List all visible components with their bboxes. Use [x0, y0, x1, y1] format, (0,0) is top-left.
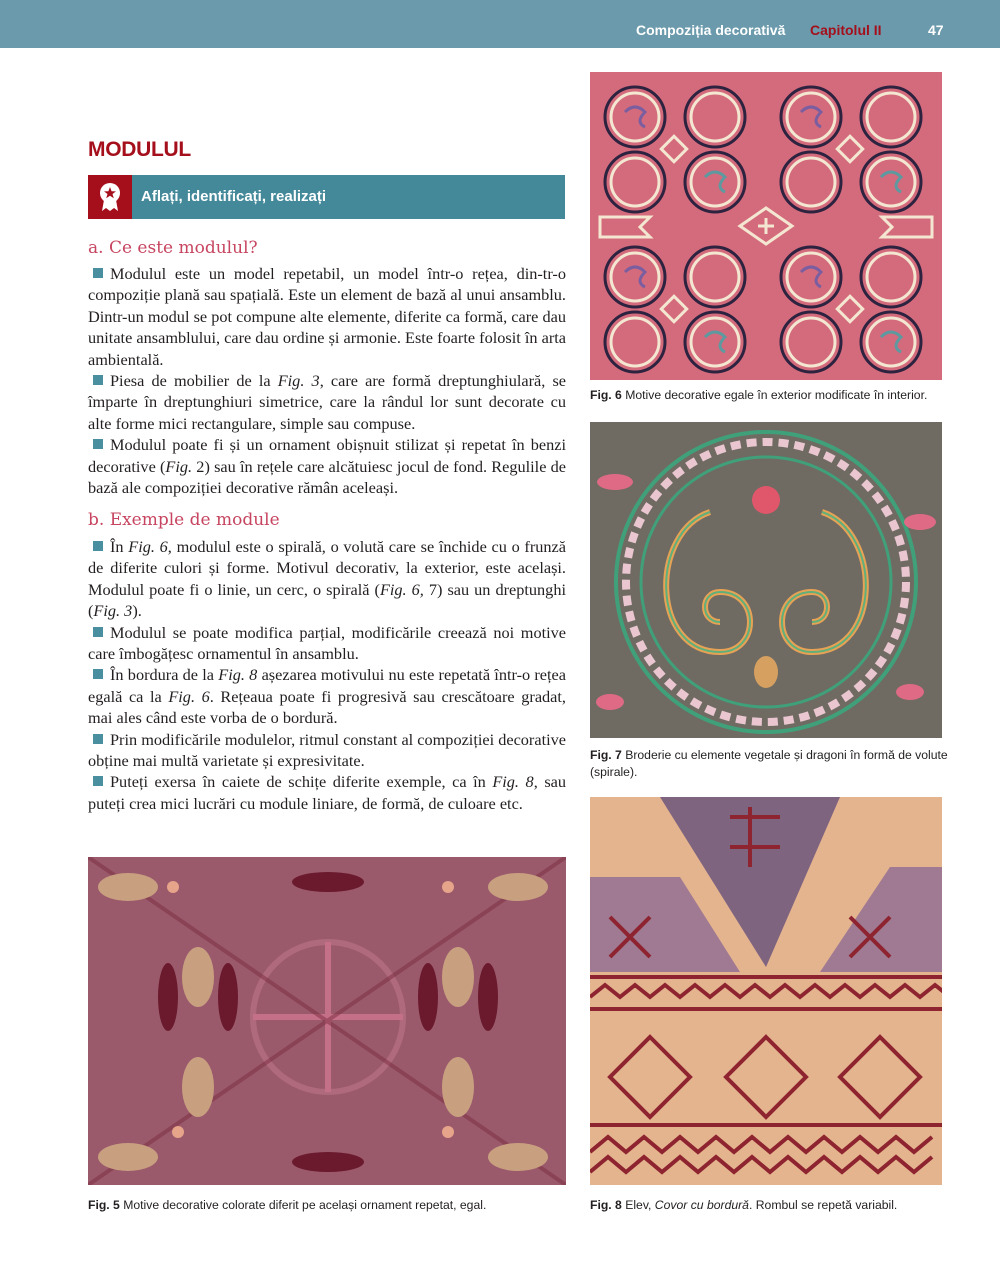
paragraph-text: ). [132, 601, 142, 621]
figure-6-image [590, 72, 942, 380]
paragraph [88, 536, 566, 622]
bullet-square-icon [93, 669, 103, 679]
paragraph-text: . Rețeaua poate fi progresivă sau crescătoare gradat, mai ales când este vorba de o bordură. [88, 686, 567, 728]
figure-6-caption [590, 387, 950, 404]
paragraph-text: Modulul poate fi și un ornament obișnuit stilizat și repetat în benzi decorative ( [88, 435, 566, 476]
figure-8-image [590, 797, 942, 1185]
section-a-heading: a. Ce este modulul? [88, 238, 258, 258]
paragraph-text: Modulul este un model repetabil, un model într-o rețea, din-tr-o compoziție plană sau spațială. Este un element de bază al unui ansamblu. Dintr-un modul se pot compune alte elemente, diferite ca formă, care dau unitate ansamblului, care dau ordine și armonie. Este foarte folosit în arta ambientală. [88, 264, 566, 369]
paragraph-text: Puteți exersa în caiete de schițe diferite exemple, ca în [110, 772, 493, 792]
figure-7-caption [590, 747, 950, 781]
paragraph-text: , care are formă dreptunghiulară, se împarte în dreptunghiuri simetrice, care la rândul lor sunt decorate cu alte forme mici rectangulare, simple sau compuse. [88, 371, 567, 433]
paragraph-text: În bordura de la [110, 665, 219, 685]
figure-label: Fig. 7 [590, 748, 622, 762]
paragraph-text: Prin modificările modulelor, ritmul constant al compoziției decorative obține mai multă varietate și expresivitate. [88, 729, 566, 771]
figure-5-caption [88, 1197, 566, 1214]
caption-text: Motive decorative egale în exterior modificate în interior. [621, 388, 928, 402]
paragraph [88, 622, 566, 665]
paragraph [88, 434, 566, 498]
figure-reference: Fig. 8 [492, 772, 534, 792]
bullet-square-icon [93, 439, 103, 449]
paragraph [88, 664, 566, 728]
bullet-square-icon [93, 268, 103, 278]
caption-text: . Rombul se repetă variabil. [748, 1198, 898, 1212]
page-title: MODULUL [88, 138, 191, 161]
paragraph-text: Modulul se poate modifica parțial, modificările creează noi motive care îmbogățesc ornamentul în ansamblu. [88, 622, 566, 664]
bullet-square-icon [93, 776, 103, 786]
figure-label: Fig. 6 [590, 388, 622, 402]
figure-label: Fig. 5 [88, 1198, 120, 1212]
caption-text: Elev, [621, 1198, 655, 1212]
paragraph [88, 729, 566, 772]
section-b-heading: b. Exemple de module [88, 510, 280, 530]
bullet-square-icon [93, 734, 103, 744]
section-b-body [88, 536, 566, 814]
paragraph-text: așezarea motivului nu este repetată într-o rețea egală ca la [88, 665, 567, 706]
page-header [0, 0, 1000, 48]
figure-reference: Fig. 8 [218, 665, 258, 685]
caption-text: Motive decorative colorate diferit pe același ornament repetat, egal. [119, 1198, 487, 1212]
figure-label: Fig. 8 [590, 1198, 622, 1212]
award-ribbon-icon [88, 175, 132, 219]
artwork-title: Covor cu bordură [654, 1198, 749, 1212]
paragraph-text: 7) sau un dreptunghi ( [88, 579, 566, 621]
section-title: Compoziția decorativă [636, 22, 786, 38]
section-a-body [88, 263, 566, 498]
paragraph-text: Piesa de mobilier de la [110, 371, 278, 391]
chapter-label: Capitolul II [810, 22, 882, 38]
figure-reference: Fig. 6, [379, 579, 424, 599]
paragraph [88, 771, 566, 814]
paragraph-text: , sau puteți crea mici lucrări cu module liniare, de formă, de culoare etc. [88, 772, 567, 813]
paragraph-text: , modulul este o spirală, o volută care se închide cu o frunză de diferite culori și forme. Motivul decorativ, la exterior, este același. Modulul poate fi o linie, un cerc, o spirală ( [88, 537, 566, 599]
figure-reference: Fig. 3 [93, 601, 133, 621]
banner-label: Aflați, identificați, realizați [141, 188, 327, 205]
activity-banner [88, 175, 565, 219]
paragraph [88, 370, 566, 434]
paragraph-text: 2) sau în rețele care alcătuiesc jocul de fond. Regulile de bază ale compoziției decorative rămân aceleași. [88, 456, 566, 498]
figure-reference: Fig. [165, 456, 193, 476]
figure-8-caption [590, 1197, 950, 1214]
caption-text: Broderie cu elemente vegetale și dragoni în formă de volute (spirale). [590, 748, 948, 779]
figure-reference: Fig. 6 [128, 537, 168, 556]
figure-5-image [88, 857, 566, 1185]
paragraph-text: În [110, 537, 129, 556]
bullet-square-icon [93, 627, 103, 637]
paragraph [88, 263, 566, 370]
figure-7-image [590, 422, 942, 738]
bullet-square-icon [93, 541, 103, 551]
figure-reference: Fig. 3 [277, 371, 320, 391]
page-number: 47 [928, 22, 944, 38]
bullet-square-icon [93, 375, 103, 385]
figure-reference: Fig. 6 [168, 686, 210, 706]
